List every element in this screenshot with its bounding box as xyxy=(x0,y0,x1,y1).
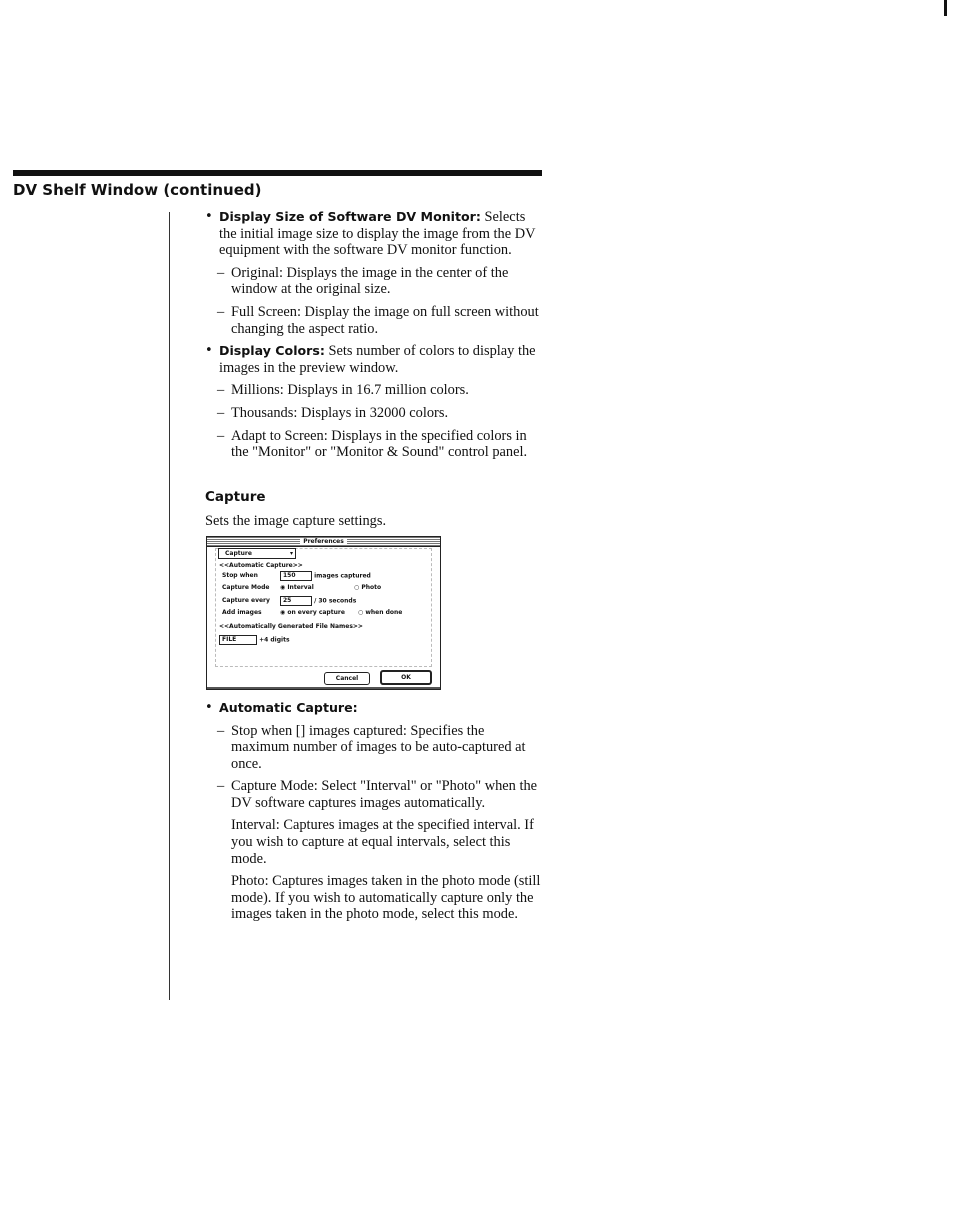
interval-radio[interactable]: ◉ Interval xyxy=(280,584,354,592)
photo-note: Photo: Captures images taken in the photo mode (still mode). If you wish to automatically capture only the images taken in the photo mode, select this mode. xyxy=(231,873,541,923)
list-item: – Capture Mode: Select "Interval" or "Photo" when the DV software captures images automatically. xyxy=(205,778,545,811)
seconds-label: / 30 seconds xyxy=(314,597,357,605)
digits-label: +4 digits xyxy=(259,636,290,644)
capture-mode-label: Capture Mode xyxy=(222,583,270,591)
capture-every-label: Capture every xyxy=(222,597,270,605)
stop-when-row xyxy=(222,571,371,581)
list-item: – Full Screen: Display the image on full screen without changing the aspect ratio. xyxy=(205,304,545,337)
images-captured-label: images captured xyxy=(314,572,371,580)
display-colors-item xyxy=(205,343,545,376)
cancel-button[interactable]: Cancel xyxy=(324,672,370,685)
capture-every-row xyxy=(222,596,356,606)
dialog-body xyxy=(215,548,432,667)
display-size-item xyxy=(205,209,545,259)
capture-mode-row xyxy=(222,584,381,592)
when-done-radio[interactable]: ○ when done xyxy=(358,609,402,616)
dialog-titlebar[interactable] xyxy=(207,537,440,547)
interval-note: Interval: Captures images at the specified interval. If you wish to capture at equal intervals, select this mode. xyxy=(231,817,534,867)
photo-radio[interactable]: ○ Photo xyxy=(354,584,381,591)
list-item: – Millions: Displays in 16.7 million colors. xyxy=(205,382,545,399)
display-size-term: Display Size of Software DV Monitor: xyxy=(219,209,481,224)
list-item: – Stop when [] images captured: Specifies the maximum number of images to be auto-captured at once. xyxy=(205,723,545,773)
dialog-title: Preferences xyxy=(300,538,347,545)
category-select[interactable]: Capture ▾ xyxy=(218,548,296,559)
file-prefix-row xyxy=(219,635,290,645)
file-names-header: <<Automatically Generated File Names>> xyxy=(219,622,363,630)
margin-line xyxy=(169,212,170,1000)
capture-every-input[interactable]: 25 xyxy=(280,596,312,606)
add-images-label: Add images xyxy=(222,608,262,616)
page-title: DV Shelf Window (continued) xyxy=(13,181,262,199)
stop-when-input[interactable]: 150 xyxy=(280,571,312,581)
display-size-desc: Selects the initial image size to display the image from the DV equipment with the software DV monitor function. xyxy=(219,209,536,259)
page-corner-mark xyxy=(944,0,947,16)
display-colors-term: Display Colors: xyxy=(219,343,325,359)
add-images-row xyxy=(222,609,402,617)
auto-capture-header: <<Automatic Capture>> xyxy=(219,561,303,569)
file-prefix-input[interactable]: FILE xyxy=(219,635,257,645)
stop-when-label: Stop when xyxy=(222,572,258,580)
on-every-capture-radio[interactable]: ◉ on every capture xyxy=(280,609,358,617)
content-column xyxy=(205,209,545,929)
capture-intro: Sets the image capture settings. xyxy=(205,513,387,530)
section-rule xyxy=(13,170,542,176)
list-item: – Adapt to Screen: Displays in the specified colors in the "Monitor" or "Monitor & Sound" control panel. xyxy=(205,428,545,461)
automatic-capture-item xyxy=(205,700,545,717)
list-item: – Thousands: Displays in 32000 colors. xyxy=(205,405,545,422)
display-colors-desc: Sets number of colors to display the images in the preview window. xyxy=(219,343,536,376)
automatic-capture-term: Automatic Capture: xyxy=(219,699,358,715)
capture-heading: Capture xyxy=(205,488,266,505)
ok-button[interactable]: OK xyxy=(380,670,432,685)
dialog-bottom-border xyxy=(207,687,440,689)
preferences-dialog xyxy=(206,536,441,690)
list-item: – Original: Displays the image in the center of the window at the original size. xyxy=(205,265,545,298)
